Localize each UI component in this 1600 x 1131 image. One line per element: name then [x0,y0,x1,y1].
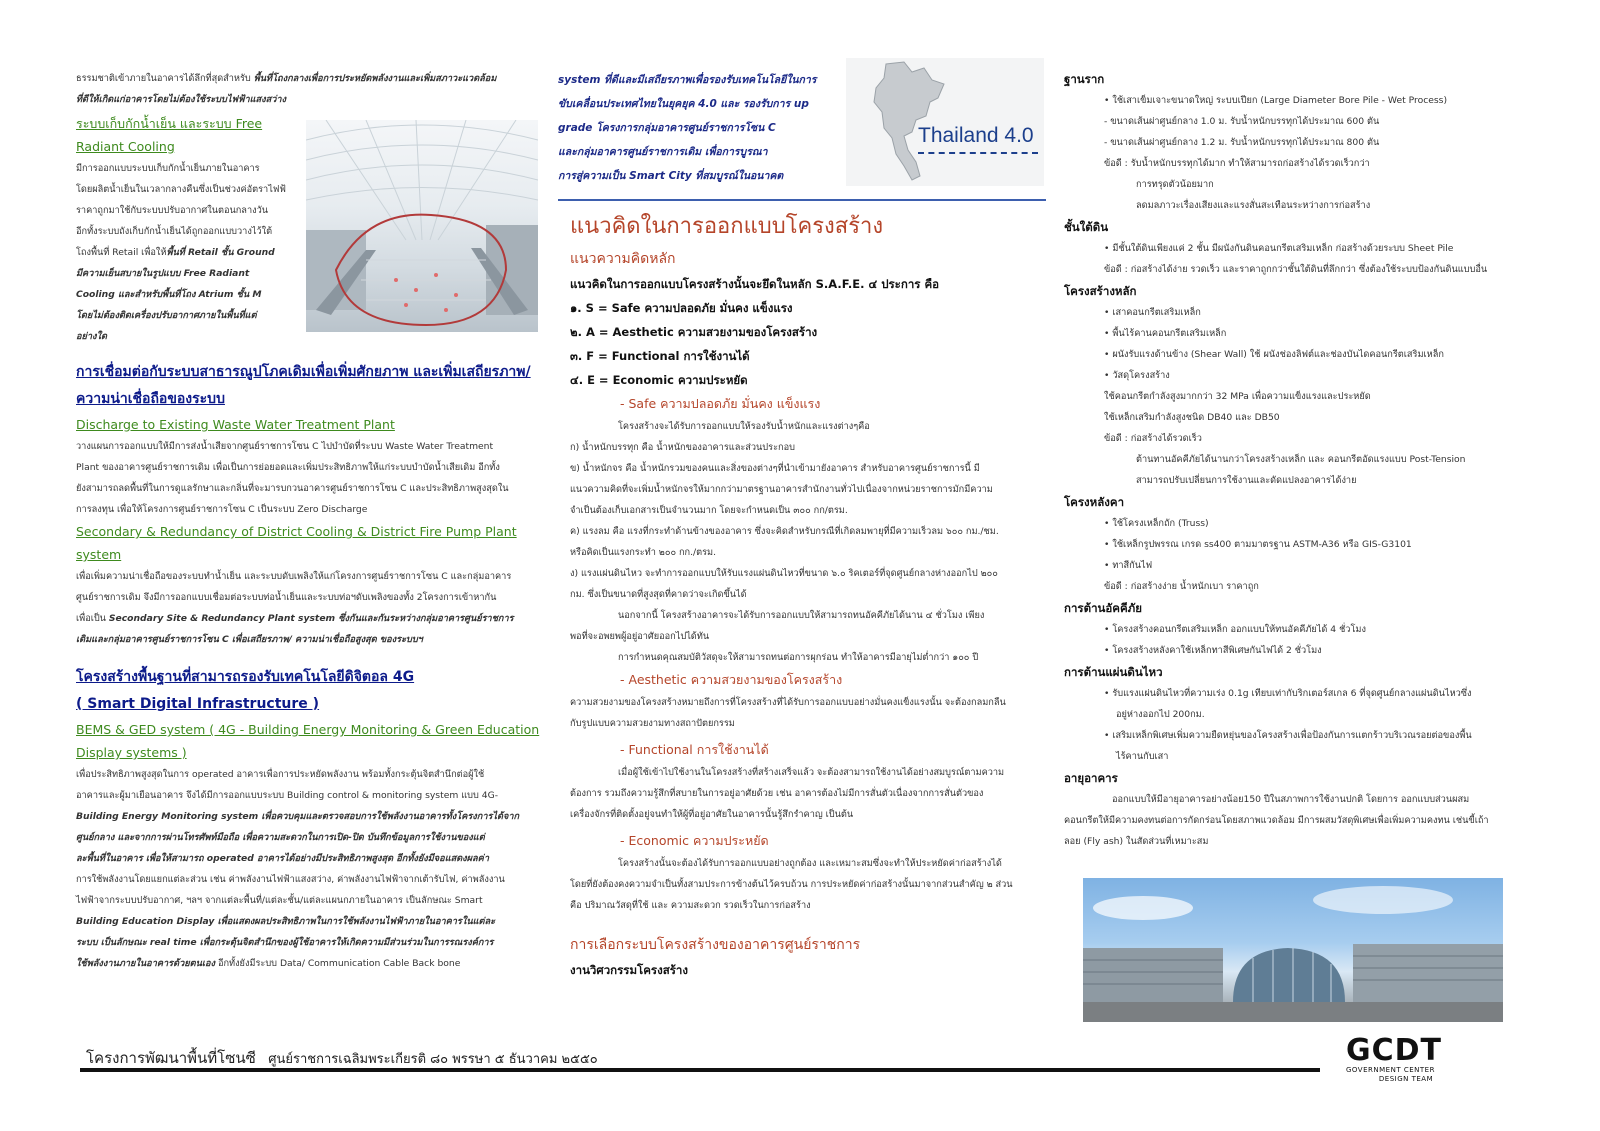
bems-italic-body [76,806,546,869]
quake-bullet-1-cont: อยู่ห่างออกไป 200กม. [1116,709,1205,720]
main-structure-bullet: • วัสดุโครงสร้าง [1104,370,1170,381]
discharge-line: ยังสามารถลดพื้นที่ในการดูแลรักษาและกลิ่นที่จะมารบกวนอาคารศูนย์ราชการโซน C และประสิทธิภาพสูงสุดใน [76,483,509,494]
intro-italic-line: และกลุ่มอาคารศูนย์ราชการเดิม เพื่อการบูรณา [558,146,768,158]
fire-bullets [1064,619,1504,661]
footer-project-subtitle: ศูนย์ราชการเฉลิมพระเกียรติ ๘๐ พรรษา ๕ ธันวาคม ๒๕๕๐ [268,1052,598,1067]
basement-advantage: ข้อดี : ก่อสร้างได้ง่าย รวดเร็ว และราคาถูกกว่าชั้นใต้ดินที่ลึกกว่า ซึ่งต้องใช้ระบบป้องกันดินแบบอื่น [1104,264,1488,275]
bems-line: เพื่อประสิทธิภาพสูงสุดในการ operated อาคารเพื่อการประหยัดพลังงาน พร้อมทั้งกระตุ้นจิตสำนึกต่อผู้ใช้ [76,769,485,780]
bems-line: อาคารและผู้มาเยือนอาคาร จึงได้มีการออกแบบระบบ Building control & monitoring system แบบ 4G- [76,790,499,801]
thailand-label: Thailand 4.0 [918,124,1034,147]
economic-line: โดยที่ยังต้องคงความจำเป็นทั้งสามประการข้างต้นไว้ครบถ้วน การประหยัดค่าก่อสร้างนั้นมาจากส่วนสำคัญ ๒ ส่วน [570,879,1013,890]
secondary-line-4: เดิมและกลุ่มอาคารศูนย์ราชการโซน C เพื่อเสถียรภาพ/ ความน่าเชื่อถือสูงสุด ของระบบฯ [76,634,423,645]
section-divider [558,199,1046,201]
safe-line: พอที่จะอพยพผู้อยู่อาศัยออกไปได้ทัน [570,631,710,642]
roof-bullet: • ใช้โครงเหล็กถัก (Truss) [1104,518,1209,529]
foundation-advantage-list [1064,174,1504,216]
foundation-body [1064,111,1504,153]
aesthetic-line: กับรูปแบบความสวยงามทางสถาปัตยกรรม [570,718,735,729]
atrium-photo [306,120,538,332]
bems-italic-line: ระบบ เป็นลักษณะ real time เพื่อกระตุ้นจิตสำนึกของผู้ใช้อาคารให้เกิดความมีส่วนร่วมในการรณรงค์การ [76,937,494,948]
radiant-line: ราคาถูกมาใช้กับระบบปรับอากาศในตอนกลางวัน [76,205,269,216]
safe-line: ค) แรงลม คือ แรงที่กระทำด้านข้างของอาคาร ซึ่งจะคิดสำหรับกรณีที่เกิดลมพายุที่มีความเร็วลม ๖๐๐ กม./ชม. [570,526,999,537]
intro-italic-block [558,68,834,188]
main-structure-bullet: • เสาคอนกรีตเสริมเหล็ก [1104,307,1201,318]
main-structure-line: ใช้เหล็กเสริมกำลังสูงชนิด DB40 และ DB50 [1104,412,1280,423]
foundation-advantage: ข้อดี : รับน้ำหนักบรรทุกได้มาก ทำให้สามารถก่อสร้างได้รวดเร็วกว่า [1104,158,1370,169]
bems-line: ไฟฟ้าจากระบบปรับอากาศ, ฯลฯ จากแต่ละพื้นที่/แต่ละชั้น/แต่ละแผนกภายในอาคาร เป็นลักษณะ Smart [76,895,483,906]
footer-rule [80,1068,1320,1072]
roof-bullet: • ทาสีกันไฟ [1104,560,1153,571]
functional-body [570,762,1046,825]
secondary-heading-cont: system [76,547,122,562]
main-structure-bullet: • พื้นไร้คานคอนกรีตเสริมเหล็ก [1104,328,1227,339]
infra-heading: โครงสร้างพื้นฐานที่สามารถรองรับเทคโนโลยีดิจิตอล 4G [76,669,415,685]
connect-heading-cont: ความน่าเชื่อถือของระบบ [76,391,225,407]
column-right [1064,60,1504,852]
basement-heading: ชั้นใต้ดิน [1064,220,1109,234]
aesthetic-heading: - Aesthetic ความสวยงามของโครงสร้าง [620,672,843,687]
radiant-line: มีการออกแบบระบบเก็บกักน้ำเย็นภายในอาคาร [76,163,260,174]
main-structure-line: ใช้คอนกรีตกำลังสูงมากกว่า 32 MPa เพื่อความแข็งแรงและประหยัด [1104,391,1371,402]
radiant-italic-body [76,263,298,347]
safe-line: แนวความคิดที่จะเพิ่มน้ำหนักจรให้มากกว่ามาตรฐานอาคารสำนักงานทั่วไปเนื่องจากหน่วยราชการมักมีความ [570,484,993,495]
intro-italic-line: การสู่ความเป็น Smart City ที่สมบูรณ์ในอนาคต [558,170,784,182]
roof-bullets [1064,513,1504,576]
foundation-line: - ขนาดเส้นผ่าศูนย์กลาง 1.0 ม. รับน้ำหนักบรรทุกได้ประมาณ 600 ตัน [1104,116,1380,127]
quake-bullet-2-cont: ไร้คานกับเสา [1116,751,1169,762]
bems-heading: BEMS & GED system ( 4G - Building Energy Monitoring & Green Education [76,722,540,737]
functional-line: เมื่อผู้ใช้เข้าไปใช้งานในโครงสร้างที่สร้างเสร็จแล้ว จะต้องสามารถใช้งานได้อย่างสมบูรณ์ตามความ [618,767,1005,778]
safe-line: หรือคิดเป็นแรงกระทำ ๒๐๐ กก./ตรม. [570,547,716,558]
main-advantage: ข้อดี : ก่อสร้างได้รวดเร็ว [1104,433,1202,444]
functional-line: ต้องการ รวมถึงความรู้สึกที่สบายในการอยู่อาศัยด้วย เช่น อาคารต้องไม่มีการสั่นตัวเนื่องจากการสั่นตัวของ [570,788,984,799]
roof-bullet: • ใช้เหล็กรูปพรรณ เกรด ss400 ตามมาตรฐาน ASTM-A36 หรือ GIS-G3101 [1104,539,1412,550]
radiant-line: โดยผลิตน้ำเย็นในเวลากลางคืนซึ่งเป็นช่วงค่อัตราไฟฟ้ [76,184,286,195]
main-structure-bullet: • ผนังรับแรงด้านข้าง (Shear Wall) ใช้ ผนังช่องลิฟต์และช่องบันไดคอนกรีตเสริมเหล็ก [1104,349,1444,360]
discharge-line: Plant ของอาคารศูนย์ราชการเดิม เพื่อเป็นการย่อยอดและเพิ่มประสิทธิภาพให้แก่ระบบบำบัดน้ำเสียเดิม อีกทั้ง [76,462,500,473]
radiant-section [76,112,298,347]
thailand-4-graphic [846,58,1044,186]
safe-line: โครงสร้างจะได้รับการออกแบบให้รองรับน้ำหนักและแรงต่างๆคือ [618,421,870,432]
safe-line: ข) น้ำหนักจร คือ น้ำหนักรวมของคนและสิ่งของต่างๆที่นำเข้ามายังอาคาร สำหรับอาคารศูนย์ราชการนี้ มี [570,463,980,474]
quake-bullet-2: • เสริมเหล็กพิเศษเพิ่มความยืดหยุ่นของโครงสร้างเพื่อป้องกันการแตกร้าวบริเวณรอยต่อของพื้น [1104,730,1472,741]
radiant-heading: ระบบเก็บกักน้ำเย็น และระบบ Free [76,116,263,131]
infra-section [76,664,546,974]
bems-heading-cont: Display systems ) [76,745,187,760]
radiant-italic-line: โดยไม่ต้องติดเครื่องปรับอากาศภายในพื้นที่แต่ [76,310,257,321]
safe-heading: - Safe ความปลอดภัย มั่นคง แข็งแรง [620,396,821,411]
quake-bullet-1: • รับแรงแผ่นดินไหวที่ความเร่ง 0.1g เทียบเท่ากับริกเตอร์สเกล 6 ที่จุดศูนย์กลางแผ่นดินไหวซึ่ง [1104,688,1472,699]
fire-bullet: • โครงสร้างหลังคาใช้เหล็กทาสีพิเศษกันไฟได้ 2 ชั่วโมง [1104,645,1322,656]
footer-project-title: โครงการพัฒนาพื้นที่โซนซี [86,1049,256,1067]
principles-list [570,296,1046,392]
main-advantage-list [1064,449,1504,491]
atrium-photo-illustration [306,120,538,332]
life-line: ลอย (Fly ash) ในสัดส่วนที่เหมาะสม [1064,836,1209,847]
safe-line: กม. ซึ่งเป็นขนาดที่สูงสุดที่คาดว่าจะเกิดขึ้นได้ [570,589,747,600]
life-line: คอนกรีตให้มีความคงทนต่อการกัดกร่อนโดยสภาพแวดล้อม มีการผสมวัสดุพิเศษเพื่อเพิ่มความคงทน เช่นขี้เถ้า [1064,815,1489,826]
foundation-heading: ฐานราก [1064,72,1105,86]
main-advantage-item: สามารถปรับเปลี่ยนการใช้งานและดัดแปลงอาคารได้ง่าย [1136,475,1357,486]
radiant-italic-line: Cooling และสำหรับพื้นที่โถง Atrium ชั้น M [76,289,262,300]
safe-line: ง) แรงแผ่นดินไหว จะทำการออกแบบให้รับแรงแผ่นดินไหวที่ขนาด ๖.๐ ริคเตอร์ที่จุดศูนย์กลางห่างออกไป ๒๐๐ [570,568,998,579]
foundation-bullets [1064,90,1504,111]
main-structure-heading: โครงสร้างหลัก [1064,284,1137,298]
principle-item: ๓. F = Functional การใช้งานได้ [570,349,750,363]
principle-item: ๒. A = Aesthetic ความสวยงามของโครงสร้าง [570,325,818,339]
safe-line: นอกจากนี้ โครงสร้างอาคารจะได้รับการออกแบบให้สามารถทนอัคคีภัยได้นาน ๔ ชั่วโมง เพียง [618,610,985,621]
bems-italic-line: ศูนย์กลาง และจากการผ่านโทรศัพท์มือถือ เพื่อความสะดวกในการเปิด-ปิด บันทึกข้อมูลการใช้งานของแต่ [76,832,485,843]
secondary-line-3: เพื่อเป็น Secondary Site & Redundancy Plant system ซึ่งกันและกันระหว่างกลุ่มอาคารศูนย์ราชการ [76,613,514,624]
discharge-line: การลงทุน เพื่อให้โครงการศูนย์ราชการโซน C เป็นระบบ Zero Discharge [76,504,368,515]
bems-italic-line: ละพื้นที่ในอาคาร เพื่อให้สามารถ operated อาคารได้อย่างมีประสิทธิภาพสูงสุด อีกทั้งยังมีจอแสดงผลค่า [76,853,489,864]
quake-heading: การต้านแผ่นดินไหว [1064,665,1163,679]
economic-line: โครงสร้างนั้นจะต้องได้รับการออกแบบอย่างถูกต้อง และเหมาะสมซึ่งจะทำให้ประหยัดค่าก่อสร้างได้ [618,858,1002,869]
fire-heading: การต้านอัคคีภัย [1064,601,1142,615]
thailand-underline [918,152,1038,154]
foundation-advantage-item: การทรุดตัวน้อยมาก [1136,179,1214,190]
building-rendering-photo [1083,878,1503,1022]
secondary-line: เพื่อเพิ่มความน่าเชื่อถือของระบบทำน้ำเย็น และระบบดับเพลิงให้แก่โครงการศูนย์ราชการโซน C และกลุ่มอาคาร [76,571,512,582]
functional-line: เครื่องจักรที่ติดตั้งอยู่จนทำให้ผู้ที่อยู่อาศัยในอาคารนั้นรู้สึกรำคาญ เป็นต้น [570,809,854,820]
intro-paragraph-cont: ที่ดีให้เกิดแก่อาคารโดยไม่ต้องใช้ระบบไฟฟ้าแสงสว่าง [76,94,287,105]
structure-section [570,208,1046,982]
radiant-body [76,158,298,242]
bems-italic-line: Building Education Display เพื่อแสดงผลประสิทธิภาพในการใช้พลังงานไฟฟ้าภายในอาคารในแต่ละ [76,916,496,927]
logo-text: GCDT [1346,1033,1443,1068]
economic-heading: - Economic ความประหยัด [620,833,769,848]
intro-italic-line: grade โครงการกลุ่มอาคารศูนย์ราชการโซน C [558,122,776,134]
aesthetic-body [570,692,1046,734]
radiant-retail-line: โถงพื้นที่ Retail เพื่อให้พื้นที่ Retail ชั้น Ground [76,247,275,258]
selection-heading: การเลือกระบบโครงสร้างของอาคารศูนย์ราชการ [570,937,861,953]
aesthetic-line: ความสวยงามของโครงสร้างหมายถึงการที่โครงสร้างที่ได้รับการออกแบบอย่างมั่นคงแข็งแรงนั้น จะต้องกลมกลืน [570,697,1006,708]
principle-item: ๔. E = Economic ความประหยัด [570,373,748,387]
safe-line: การกำหนดคุณสมบัติวัสดุจะให้สามารถทนต่อการผุกร่อน ทำให้อาคารมีอายุไม่ต่ำกว่า ๑๐๐ ปี [618,652,979,663]
bems-body-2 [76,869,546,911]
logo-subtitle-1: GOVERNMENT CENTER [1346,1066,1435,1074]
economic-body [570,853,1046,916]
main-structure-bullets [1064,302,1504,386]
bems-body [76,764,546,806]
discharge-line: วางแผนการออกแบบให้มีการส่งน้ำเสียจากศูนย์ราชการโซน C ไปบำบัดที่ระบบ Waste Water Treatment [76,441,494,452]
functional-heading: - Functional การใช้งานได้ [620,742,769,757]
bems-italic-line: Building Energy Monitoring system เพื่อควบคุมและตรวจสอบการใช้พลังงานอาคารทั้งโครงการได้จาก [76,811,520,822]
main-advantage-item: ต้านทานอัคคีภัยได้นานกว่าโครงสร้างเหล็ก และ คอนกรีตอัดแรงแบบ Post-Tension [1136,454,1466,465]
thailand-map-icon [846,58,1044,186]
discharge-body [76,436,546,520]
intro-italic-line: ขับเคลื่อนประเทศไทยในยุคยุค 4.0 และ รองรับการ up [558,98,809,110]
roof-heading: โครงหลังคา [1064,495,1125,509]
structure-subtitle: แนวความคิดหลัก [570,251,676,267]
gcdt-logo [1346,1033,1486,1084]
radiant-italic-line: มีความเย็นสบายในรูปแบบ Free Radiant [76,268,250,279]
principle-item: ๑. S = Safe ความปลอดภัย มั่นคง แข็งแรง [570,301,793,315]
safe-body [570,416,1046,668]
secondary-line: ศูนย์ราชการเดิม จึงมีการออกแบบเชื่อมต่อระบบท่อน้ำเย็นและระบบท่อฯดับเพลิงของทั้ง 2โครงการเข้าหากัน [76,592,497,603]
radiant-italic-line: อย่างใด [76,331,107,342]
discharge-heading: Discharge to Existing Waste Water Treatment Plant [76,417,395,432]
secondary-heading: Secondary & Redundancy of District Cooling & District Fire Pump Plant [76,524,517,539]
structure-title: แนวคิดในการออกแบบโครงสร้าง [570,214,884,239]
bems-italic-body-2 [76,911,546,953]
main-structure-body [1064,386,1504,428]
bems-line: การใช้พลังงานโดยแยกแต่ละส่วน เช่น ค่าพลังงานไฟฟ้าแสงสว่าง, ค่าพลังงานไฟฟ้าจากเต้ารับไฟ, ค่าพลังงาน [76,874,505,885]
life-body [1064,789,1504,852]
radiant-heading-cont: Radiant Cooling [76,139,175,154]
principle-intro: แนวคิดในการออกแบบโครงสร้างนั้นจะยึดในหลัก S.A.F.E. ๔ ประการ คือ [570,277,940,291]
roof-advantage: ข้อดี : ก่อสร้างง่าย น้ำหนักเบา ราคาถูก [1104,581,1259,592]
connect-section [76,359,546,650]
fire-bullet: • โครงสร้างคอนกรีตเสริมเหล็ก ออกแบบให้ทนอัคคีภัยได้ 4 ชั่วโมง [1104,624,1366,635]
footer-project [86,1046,598,1070]
connect-heading: การเชื่อมต่อกับระบบสาธารณูปโภคเดิมเพื่อเพิ่มศักยภาพ และเพิ่มเสถียรภาพ/ [76,364,531,380]
radiant-line: อีกทั้งระบบถังเก็บกักน้ำเย็นได้ถูกออกแบบวางไว้ใต้ [76,226,273,237]
economic-line: คือ ปริมาณวัสดุที่ใช้ และ ความสะดวก รวดเร็วในการก่อสร้าง [570,900,811,911]
safe-line: จำเป็นต้องเก็บเอกสารเป็นจำนวนมาก โดยจะกำหนดเป็น ๓๐๐ กก/ตรม. [570,505,848,516]
bems-last-line: ใช้พลังงานภายในอาคารด้วยตนเอง อีกทั้งยังมีระบบ Data/ Communication Cable Back bone [76,958,461,969]
life-line: ออกแบบให้มีอายุอาคารอย่างน้อย150 ปีในสภาพการใช้งานปกติ โดยการ ออกแบบส่วนผสม [1112,794,1470,805]
foundation-line: - ขนาดเส้นผ่าศูนย์กลาง 1.2 ม. รับน้ำหนักบรรทุกได้ประมาณ 800 ตัน [1104,137,1380,148]
safe-line: ก) น้ำหนักบรรทุก คือ น้ำหนักของอาคารและส่วนประกอบ [570,442,795,453]
foundation-advantage-item: ลดมลภาวะเรื่องเสียงและแรงสั่นสะเทือนระหว่างการก่อสร้าง [1136,200,1371,211]
building-rendering-illustration [1083,878,1503,1022]
intro-italic-line: system ที่ดีและมีเสถียรภาพเพื่อรองรับเทคโนโลยีในการ [558,74,817,86]
foundation-bullet: • ใช้เสาเข็มเจาะขนาดใหญ่ ระบบเปียก (Large Diameter Bore Pile - Wet Process) [1104,95,1448,106]
intro-paragraph: ธรรมชาติเข้าภายในอาคารได้ลึกที่สุดสำหรับ พื้นที่โถงกลางเพื่อการประหยัดพลังงานและเพิ่มสภาวะแวดล้อม [76,73,497,84]
infra-heading-cont: ( Smart Digital Infrastructure ) [76,696,320,712]
secondary-body [76,566,546,608]
engineering-heading: งานวิศวกรรมโครงสร้าง [570,963,688,977]
logo-subtitle-2: DESIGN TEAM [1378,1075,1434,1083]
life-heading: อายุอาคาร [1064,771,1118,785]
basement-bullet: • มีชั้นใต้ดินเพียงแค่ 2 ชั้น มีผนังกันดินคอนกรีตเสริมเหล็ก ก่อสร้างด้วยระบบ Sheet Pile [1104,243,1454,254]
